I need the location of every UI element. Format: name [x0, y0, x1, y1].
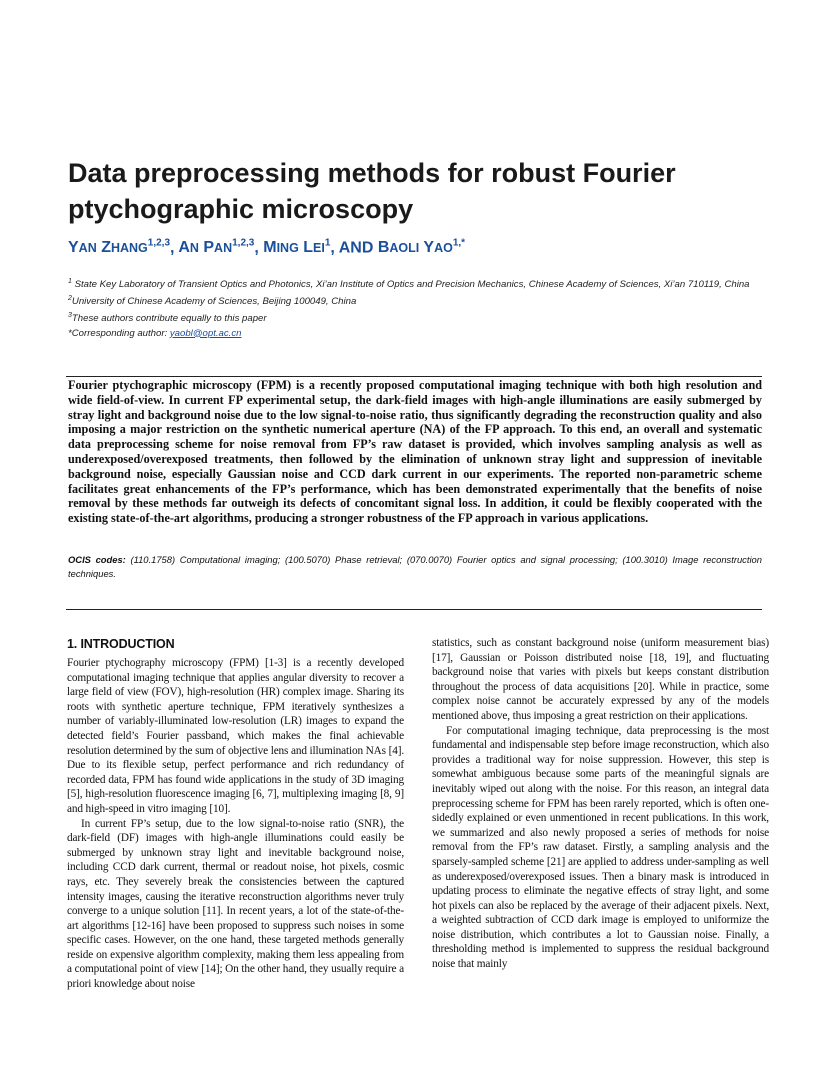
ocis-label: OCIS codes: [68, 554, 126, 565]
paper-title: Data preprocessing methods for robust Fourier ptychographic microscopy [68, 158, 676, 224]
author-initial: M [263, 239, 277, 257]
author-name [68, 239, 170, 256]
author-affiliation-marker: 1,2,3 [232, 238, 255, 249]
ocis-codes [68, 553, 762, 581]
affiliation-2 [68, 292, 758, 309]
author-initial: A [178, 239, 190, 257]
author-name [378, 239, 465, 256]
author-initial: L [303, 239, 314, 257]
author-name-part: N [189, 241, 199, 256]
corresponding-author-label: *Corresponding author: [68, 327, 170, 339]
author-affiliation-marker: 1,* [452, 238, 466, 249]
author-name-part: ING [276, 241, 299, 256]
affiliations [68, 275, 758, 341]
author-name [178, 239, 254, 256]
abstract: Fourier ptychographic microscopy (FPM) is a recently proposed computational imaging technique with both high resolution and wide field-of-view. In current FP experimental setup, the dark-field images with high-angle illuminations are easily submerged by stray light and background noise due to the low signal-to-noise ratio, thus significantly degrading the reconstruction quality and also imposing a major restriction on the synthetic numerical aperture (NA) of the FP approach. To this end, an overall and systematic data preprocessing scheme for noise removal from FP’s raw dataset is provided, which involves sampling analysis as well as underexposed/overexposed treatments, then followed by the elimination of unknown stray light and suppression of inevitable background noise, especially Gaussian noise and CCD dark current in our experiments. The reported non-parametric scheme facilitates great enhancements of the FP’s performance, which has been demonstrated experimentally that the benefits of noise removal by these methods far outweigh its defects of concomitant signal loss. In addition, it could be flexibly cooperated with the existing state-of-the-art algorithms, producing a stronger robustness of the FP approach in various applications. [68, 378, 762, 526]
author-initial: Y [68, 239, 79, 257]
author-list [68, 238, 465, 257]
affiliation-3-marker: 3 [68, 312, 72, 320]
author-separator: , [170, 239, 179, 257]
corresponding-email-link[interactable]: yaobl@opt.ac.cn [169, 327, 242, 339]
author-initial: B [377, 239, 390, 257]
affiliation-1-text: State Key Laboratory of Transient Optics and Photonics, Xi’an Institute of Optics and Precision Mechanics, Chinese Academy of Sciences, Xi’an 710119, China [71, 279, 750, 291]
corresponding-author [68, 327, 758, 341]
affiliation-1 [68, 275, 758, 292]
affiliation-3-text: These authors contribute equally to this paper [71, 313, 267, 325]
paragraph: In current FP’s setup, due to the low signal-to-noise ratio (SNR), the dark-field (DF) images with high-angle illuminations could easily be submerged by unknown stray light and inevitable background noise, including CCD dark current, thermal or readout noise, hot pixels, cosmic rays, etc. They severely break the consistencies between the captured intensity images, causing the iterative reconstruction algorithms never truly converge to a unique solution [11]. In recent years, a lot of the state-of-the-art algorithms [12-16] have been proposed to suppress such noises in some specific cases. However, on the one hand, these targeted methods generally reside on expensive algorithm complexity, making them less appealing from a computational point of view [14]; On the other hand, they usually require a priori knowledge about noise [67, 817, 404, 991]
author-initial: P [203, 239, 215, 257]
paragraph: statistics, such as constant background noise (uniform measurement bias) [17], Gaussian or Poisson distributed noise [18, 19], and fluctuating background noise that varies with pixels but keeps constant distribution throughout the process of data acquisitions [20]. While in practice, some complex noise cannot be accurately expressed by any of the models mentioned above, thus imposing a great restriction on their applications. [432, 637, 769, 722]
paragraph: Fourier ptychography microscopy (FPM) [1-3] is a recently developed computational imaging technique that applies angular diversity to recover a large field of view (FOV), high-resolution (HR) complex image. Sharing its roots with synthetic aperture technique, FPM iteratively synthesizes a number of variably-illuminated low-resolution (LR) images to expand the detected field’s Fourier passband, which makes the final achievable resolution determined by the sum of objective lens and illumination NAs [4]. Due to its flexible setup, perfect performance and rich redundancy of recorded data, FPM has found wide applications in the study of 3D imaging [5], high-resolution fluorescence imaging [6, 7], multiplexing imaging [8, 9] and high-speed in vitro imaging [10]. [67, 657, 404, 815]
abstract-top-rule [66, 376, 762, 377]
author-initial: Z [101, 239, 111, 257]
author-name-part: AN [214, 241, 233, 256]
author-name-part: EI [313, 241, 325, 256]
paragraph: For computational imaging technique, data preprocessing is the most fundamental and indispensable step before image reconstruction, which also provides a traditional way for noise suppression. However, this step is somewhat ambiguous because some parts of the meaningful signals are inevitably wiped out along with the noise. For this reason, an integral data preprocessing scheme for FPM has been rarely reported, which is often one-sidedly explained or even unmentioned in recent publications. In this work, we summarized and also newly proposed a series of methods for noise removal from the FP’s raw dataset. Firstly, a sampling analysis and the sparsely-sampled scheme [21] are applied to address under-sampling as well as underexposed/overexposed issues. Then a binary mask is introduced in updating process to eliminate the negative effects of stray light, and some hot pixels can also be replaced by the average of their adjacent pixels. Next, a weighted subtraction of CCD dark image is employed to uniformize the noise distribution, which contributes a lot to Gaussian noise. Finally, a thresholding method is implemented to suppress the residual background noise that mainly [432, 724, 769, 971]
author-affiliation-marker: 1 [324, 238, 331, 249]
author-name [263, 239, 330, 256]
author-initial: Y [423, 239, 435, 257]
author-name-part: HANG [110, 241, 148, 256]
abstract-bottom-rule [66, 609, 762, 610]
affiliation-1-marker: 1 [68, 278, 72, 285]
author-name-part: AO [434, 241, 453, 256]
affiliation-3 [68, 309, 758, 326]
right-column [432, 636, 769, 972]
author-name-part: AN [78, 241, 97, 256]
author-separator: , [254, 239, 264, 257]
author-name-part: AOLI [389, 241, 420, 256]
left-column [67, 636, 404, 992]
affiliation-2-marker: 2 [68, 295, 72, 303]
author-separator: , AND [330, 239, 378, 257]
section-heading: 1. INTRODUCTION [67, 637, 175, 651]
affiliation-2-text: University of Chinese Academy of Sciences, Beijing 100049, China [71, 296, 357, 308]
author-affiliation-marker: 1,2,3 [147, 238, 171, 249]
ocis-text: (110.1758) Computational imaging; (100.5070) Phase retrieval; (070.0070) Fourier optics and signal processing; (100.3010) Image reconstruction techniques. [68, 554, 762, 579]
